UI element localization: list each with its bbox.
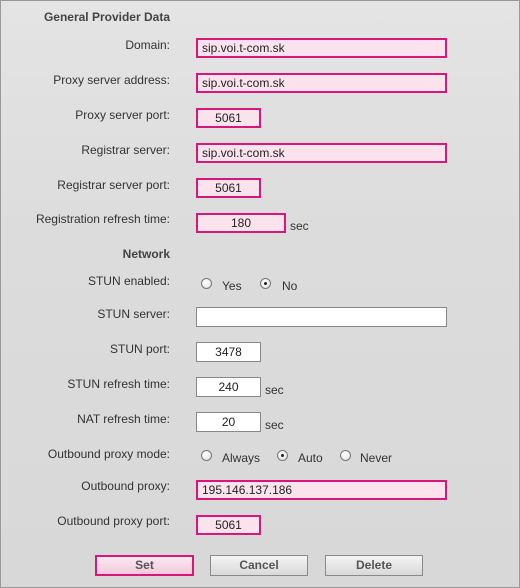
refresh-unit: sec (290, 219, 309, 233)
domain-input[interactable]: sip.voi.t-com.sk (196, 38, 447, 58)
stun-yes-label: Yes (222, 279, 242, 293)
set-button[interactable]: Set (95, 555, 194, 576)
outbound-never-label: Never (360, 451, 393, 465)
nat-refresh-unit: sec (265, 418, 284, 432)
proxy-address-label: Proxy server address: (53, 73, 170, 87)
stun-yes-radio[interactable] (201, 278, 212, 289)
outbound-auto-radio[interactable] (277, 450, 288, 461)
outbound-auto-label: Auto (298, 451, 323, 465)
outbound-proxy-input[interactable]: 195.146.137.186 (196, 480, 447, 500)
stun-server-label: STUN server: (97, 307, 170, 321)
outbound-always-label: Always (222, 451, 261, 465)
stun-port-label: STUN port: (109, 342, 170, 356)
proxy-port-label: Proxy server port: (75, 108, 170, 122)
stun-no-radio[interactable] (260, 278, 271, 289)
stun-refresh-label: STUN refresh time: (67, 377, 170, 391)
nat-refresh-input[interactable]: 20 (196, 412, 261, 432)
stun-refresh-unit: sec (265, 383, 284, 397)
registrar-input[interactable]: sip.voi.t-com.sk (196, 143, 447, 163)
delete-button[interactable]: Delete (325, 555, 423, 576)
stun-server-input[interactable] (196, 307, 447, 327)
stun-enabled-label: STUN enabled: (87, 274, 170, 288)
registrar-port-input[interactable]: 5061 (196, 178, 261, 198)
network-heading: Network (122, 247, 170, 261)
refresh-input[interactable]: 180 (196, 213, 286, 233)
proxy-port-input[interactable]: 5061 (196, 108, 261, 128)
nat-refresh-label: NAT refresh time: (77, 412, 170, 426)
outbound-proxy-label: Outbound proxy: (81, 479, 170, 493)
outbound-never-radio[interactable] (340, 450, 351, 461)
stun-no-label: No (282, 279, 298, 293)
stun-port-input[interactable]: 3478 (196, 342, 261, 362)
outbound-mode-label: Outbound proxy mode: (47, 447, 170, 461)
outbound-port-label: Outbound proxy port: (57, 514, 170, 528)
registrar-label: Registrar server: (81, 143, 170, 157)
cancel-button[interactable]: Cancel (210, 555, 308, 576)
registrar-port-label: Registrar server port: (57, 178, 170, 192)
stun-refresh-input[interactable]: 240 (196, 377, 261, 397)
domain-label: Domain: (125, 38, 170, 52)
outbound-port-input[interactable]: 5061 (196, 515, 261, 535)
proxy-address-input[interactable]: sip.voi.t-com.sk (196, 73, 447, 93)
general-provider-heading: General Provider Data (43, 10, 170, 24)
refresh-label: Registration refresh time: (35, 212, 170, 226)
outbound-always-radio[interactable] (201, 450, 212, 461)
